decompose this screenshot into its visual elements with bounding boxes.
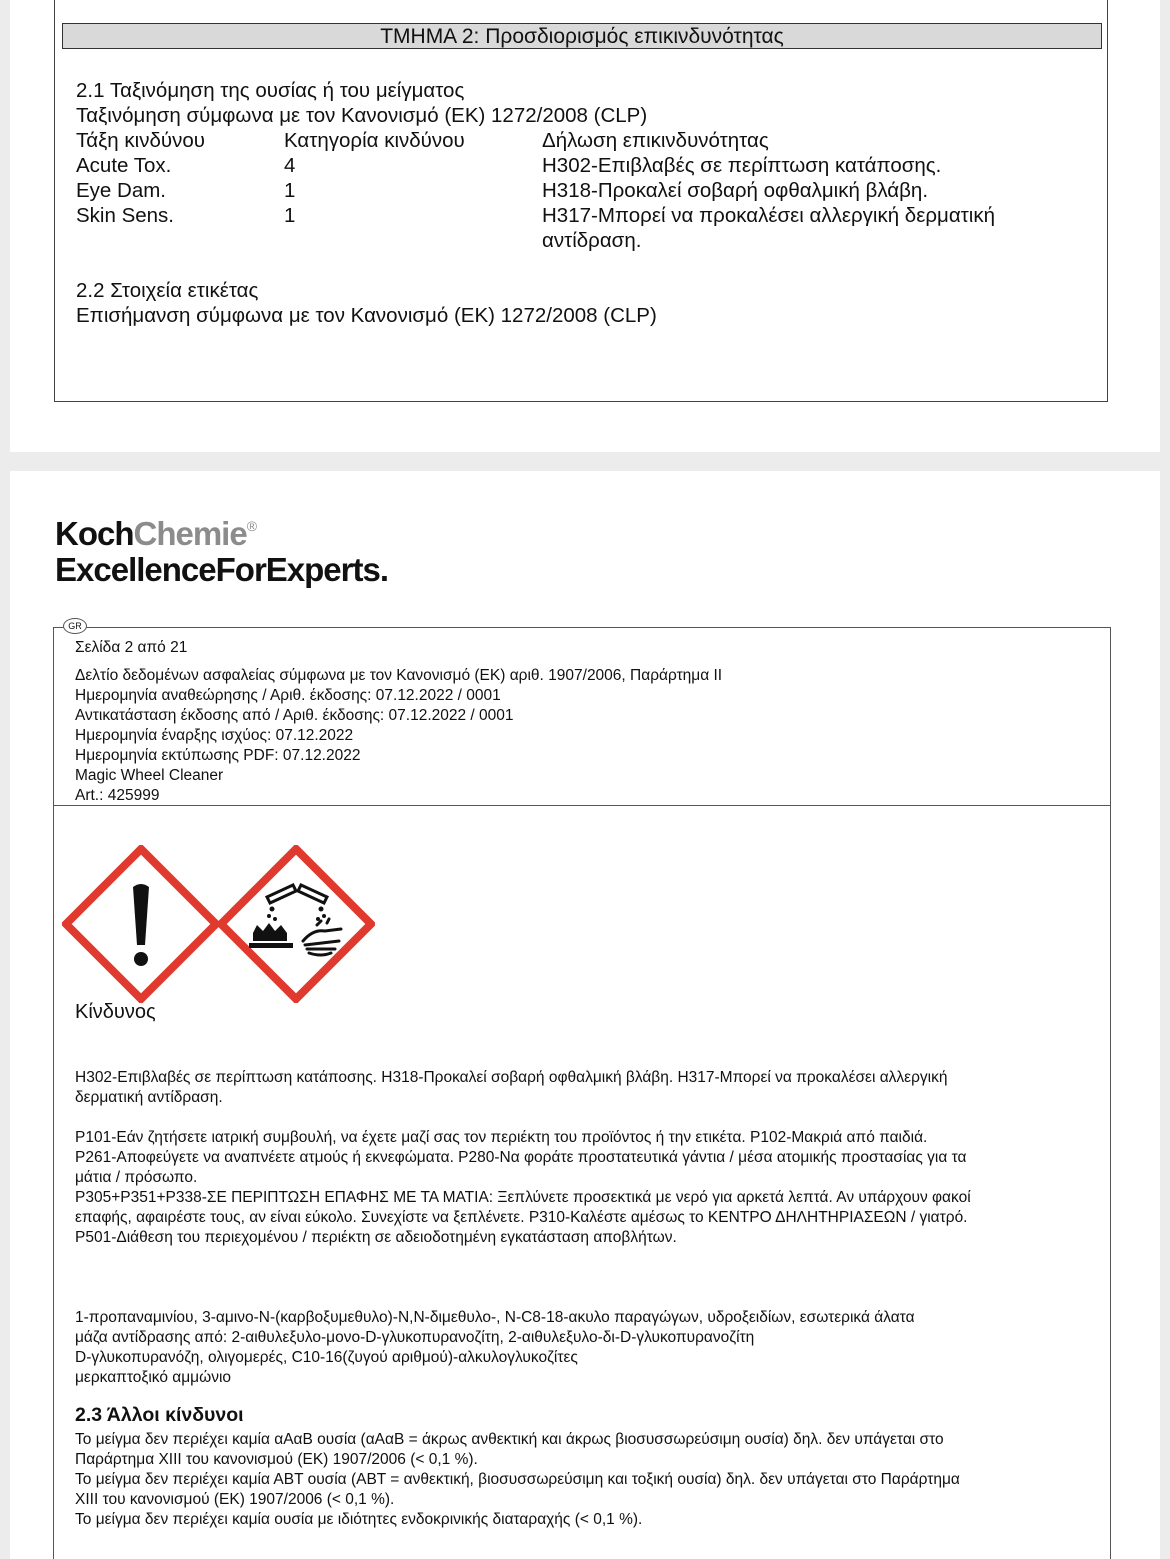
logo-koch: Koch	[55, 515, 134, 552]
signal-word: Κίνδυνος	[75, 1001, 156, 1023]
precautionary-statements-line: μάτια / πρόσωπο.	[75, 1169, 198, 1186]
other-hazards-line: Το μείγμα δεν περιέχει καμία ΑΒΤ ουσία (ΑΒΤ = ανθεκτική, βιοσυσσωρεύσιμη και τοξική ουσία) δηλ. δεν υπάγεται στο Παράρτημα	[75, 1471, 960, 1488]
header-hazard-statement: Δήλωση επικινδυνότητας	[542, 129, 769, 152]
article-number: Art.: 425999	[75, 787, 160, 804]
subsection-2-2-title: 2.2 Στοιχεία ετικέτας	[76, 279, 259, 302]
other-hazards-line: Το μείγμα δεν περιέχει καμία αΑαΒ ουσία (αΑαΒ = άκρως ανθεκτική και άκρως βιοσυσσωρεύσιμη ουσία) δηλ. δεν υπάγεται στο	[75, 1431, 944, 1448]
corrosion-icon	[217, 845, 375, 1003]
doc-header-line: Αντικατάσταση έκδοσης από / Αριθ. έκδοσης: 07.12.2022 / 0001	[75, 707, 514, 724]
page-2	[10, 471, 1160, 1559]
precautionary-statements-line: επαφής, αφαιρέστε τους, αν είναι εύκολο. Συνεχίστε να ξεπλένετε. P310-Καλέστε αμέσως το ΚΕΝΤΡΟ ΔΗΛΗΤΗΡΙΑΣΕΩΝ / γιατρό.	[75, 1209, 968, 1226]
product-name: Magic Wheel Cleaner	[75, 767, 224, 784]
ingredient-line: D-γλυκοπυρανόζη, ολιγομερές, C10-16(ζυγού αριθμού)-αλκυλογλυκοζίτες	[75, 1349, 578, 1366]
other-hazards-line: Το μείγμα δεν περιέχει καμία ουσία με ιδιότητες ενδοκρινικής διαταραχής (< 0,1 %).	[75, 1511, 643, 1528]
hazard-class: Skin Sens.	[76, 204, 174, 227]
hazard-category: 1	[284, 179, 296, 202]
precautionary-statements-line: P305+P351+P338-ΣΕ ΠΕΡΙΠΤΩΣΗ ΕΠΑΦΗΣ ΜΕ ΤΑ ΜΑΤΙΑ: Ξεπλύνετε προσεκτικά με νερό για αρκετά λεπτά. Αν υπάρχουν φακοί	[75, 1189, 971, 1206]
hazard-statement-continued: αντίδραση.	[542, 229, 642, 252]
hazard-statement: H302-Επιβλαβές σε περίπτωση κατάποσης.	[542, 154, 942, 177]
brand-tagline: ExcellenceForExperts.	[55, 551, 389, 588]
other-hazards-line: XIII του κανονισμού (ΕΚ) 1907/2006 (< 0,1 %).	[75, 1491, 395, 1508]
country-badge: GR	[63, 618, 87, 634]
logo-chemie: Chemie	[133, 515, 247, 552]
doc-header-line: Ημερομηνία αναθεώρησης / Αριθ. έκδοσης: 07.12.2022 / 0001	[75, 687, 501, 704]
page-number: Σελίδα 2 από 21	[75, 639, 188, 656]
hazard-category: 1	[284, 204, 296, 227]
classification-regulation: Ταξινόμηση σύμφωνα με τον Κανονισμό (ΕΚ) 1272/2008 (CLP)	[76, 104, 648, 127]
hazard-class: Acute Tox.	[76, 154, 172, 177]
header-hazard-class: Τάξη κινδύνου	[76, 129, 205, 152]
hazard-class: Eye Dam.	[76, 179, 166, 202]
subsection-2-3-title: 2.3 Άλλοι κίνδυνοι	[75, 1404, 244, 1426]
hazard-statements-line: δερματική αντίδραση.	[75, 1089, 223, 1106]
header-hazard-category: Κατηγορία κινδύνου	[284, 129, 465, 152]
ingredient-line: μάζα αντίδρασης από: 2-αιθυλεξυλο-μονο-D-γλυκοπυρανοζίτη, 2-αιθυλεξυλο-δι-D-γλυκοπυρανοζίτη	[75, 1329, 755, 1346]
header-divider	[53, 805, 1111, 806]
precautionary-statements-line: P261-Αποφεύγετε να αναπνέετε ατμούς ή εκνεφώματα. P280-Να φοράτε προστατευτικά γάντια / μέσα ατομικής προστασίας για τα	[75, 1149, 967, 1166]
hazard-statements-line: H302-Επιβλαβές σε περίπτωση κατάποσης. H318-Προκαλεί σοβαρή οφθαλμική βλάβη. H317-Μπορεί να προκαλέσει αλλεργική	[75, 1069, 948, 1086]
brand-logo	[55, 515, 257, 553]
other-hazards-line: Παράρτημα XIII του κανονισμού (ΕΚ) 1907/2006 (< 0,1 %).	[75, 1451, 478, 1468]
doc-header-line: Ημερομηνία εκτύπωσης PDF: 07.12.2022	[75, 747, 361, 764]
hazard-statement: H318-Προκαλεί σοβαρή οφθαλμική βλάβη.	[542, 179, 929, 202]
page-1	[10, 0, 1160, 452]
doc-header-line: Δελτίο δεδομένων ασφαλείας σύμφωνα με τον Κανονισμό (ΕΚ) αριθ. 1907/2006, Παράρτημα II	[75, 667, 723, 684]
precautionary-statements-line: P501-Διάθεση του περιεχομένου / περιέκτη σε αδειοδοτημένη εγκατάσταση αποβλήτων.	[75, 1229, 677, 1246]
ingredient-line: μερκαπτοξικό αμμώνιο	[75, 1369, 232, 1386]
logo-registered-mark: ®	[246, 518, 258, 534]
hazard-statement: H317-Μπορεί να προκαλέσει αλλεργική δερματική	[542, 204, 995, 227]
ingredient-line: 1-προπαναμινίου, 3-αμινο-N-(καρβοξυμεθυλο)-N,N-διμεθυλο-, N-C8-18-ακυλο παραγώγων, υδροξειδίων, εσωτερικά άλατα	[75, 1309, 915, 1326]
precautionary-statements-line: P101-Εάν ζητήσετε ιατρική συμβουλή, να έχετε μαζί σας τον περιέκτη του προϊόντος ή την ετικέτα. P102-Μακριά από παιδιά.	[75, 1129, 928, 1146]
labelling-regulation: Επισήμανση σύμφωνα με τον Κανονισμό (ΕΚ) 1272/2008 (CLP)	[76, 304, 657, 327]
hazard-category: 4	[284, 154, 296, 177]
subsection-2-1-title: 2.1 Ταξινόμηση της ουσίας ή του μείγματος	[76, 79, 465, 102]
section-2-header: ΤΜΗΜΑ 2: Προσδιορισμός επικινδυνότητας	[62, 23, 1102, 49]
doc-header-line: Ημερομηνία έναρξης ισχύος: 07.12.2022	[75, 727, 354, 744]
exclamation-mark-icon	[62, 845, 220, 1003]
